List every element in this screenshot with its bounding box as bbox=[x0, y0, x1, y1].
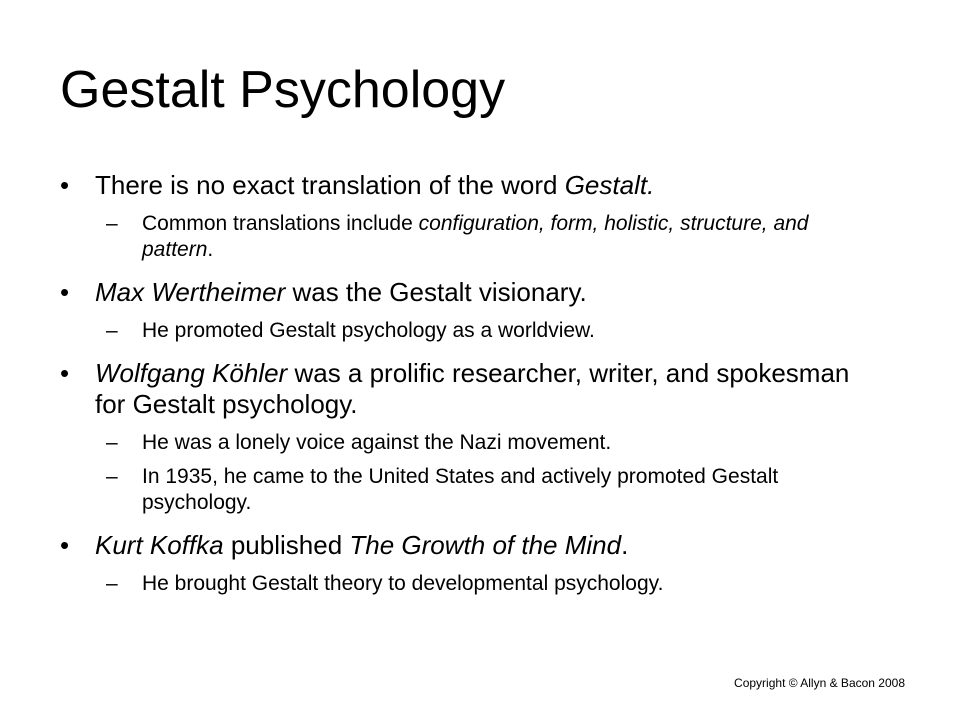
dash-marker: – bbox=[106, 212, 118, 235]
text-run: He brought Gestalt theory to developmental psychology. bbox=[142, 572, 664, 595]
dash-marker: – bbox=[106, 431, 118, 454]
slide-body bbox=[60, 170, 880, 597]
slide-title: Gestalt Psychology bbox=[60, 61, 506, 119]
sub-bullet-item bbox=[60, 464, 880, 516]
text-run: He promoted Gestalt psychology as a worldview. bbox=[142, 319, 595, 342]
text-run: . bbox=[207, 238, 214, 261]
text-run: published bbox=[223, 530, 350, 560]
bullet-marker: • bbox=[60, 277, 70, 307]
italic-text: Kurt Koffka bbox=[95, 530, 224, 560]
dash-marker: – bbox=[106, 572, 118, 595]
bullet-item bbox=[60, 358, 880, 420]
sub-bullet-item bbox=[60, 318, 880, 344]
dash-marker: – bbox=[106, 319, 118, 342]
bullet-item bbox=[60, 530, 880, 561]
text-run: Common translations include bbox=[142, 212, 419, 235]
sub-bullet-item bbox=[60, 430, 880, 456]
text-run: In 1935, he came to the United States and actively promoted Gestalt psychology. bbox=[142, 465, 779, 514]
text-run: . bbox=[621, 530, 629, 560]
bullet-marker: • bbox=[60, 170, 70, 200]
bullet-item bbox=[60, 277, 880, 308]
text-run: There is no exact translation of the word bbox=[95, 170, 565, 200]
text-run: He was a lonely voice against the Nazi movement. bbox=[142, 431, 612, 454]
italic-text: Gestalt. bbox=[564, 170, 655, 200]
sub-bullet-item bbox=[60, 211, 880, 263]
bullet-marker: • bbox=[60, 530, 70, 560]
text-run: was a prolific researcher, writer, and spokesman for Gestalt psychology. bbox=[95, 358, 850, 419]
italic-text: Max Wertheimer bbox=[95, 277, 286, 307]
bullet-item bbox=[60, 170, 880, 201]
italic-text: The Growth of the Mind bbox=[349, 530, 622, 560]
bullet-marker: • bbox=[60, 358, 70, 388]
italic-text: configuration, form, holistic, structure, and pattern bbox=[142, 212, 809, 261]
sub-bullet-item bbox=[60, 571, 880, 597]
text-run: was the Gestalt visionary. bbox=[285, 277, 587, 307]
italic-text: Wolfgang Köhler bbox=[95, 358, 288, 388]
dash-marker: – bbox=[106, 465, 118, 488]
copyright-notice: Copyright © Allyn & Bacon 2008 bbox=[734, 676, 905, 690]
